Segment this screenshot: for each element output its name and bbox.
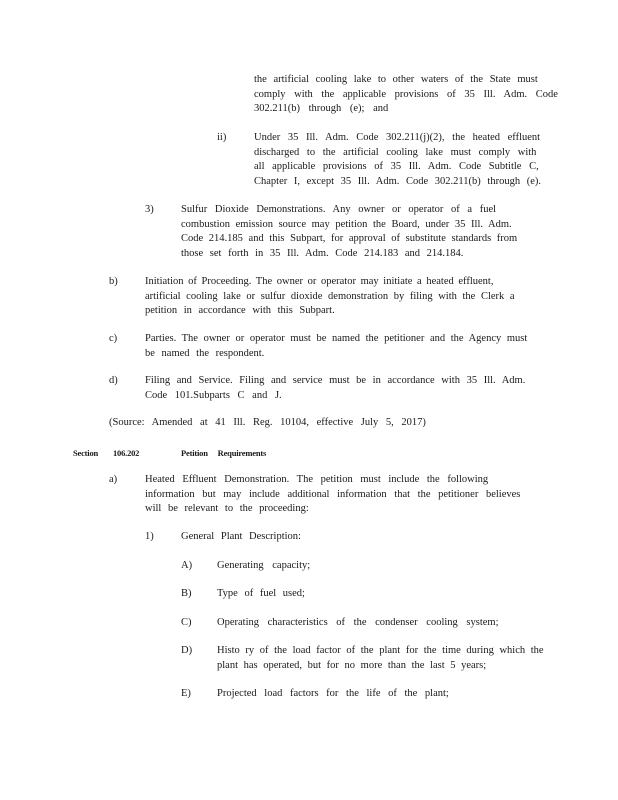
source-note: (Source: Amended at 41 Ill. Reg. 10104, effective July 5, 2017) — [109, 417, 426, 428]
section-label: Section — [73, 448, 99, 458]
text-line: comply with the applicable provisions of 35 Ill. Adm. Code — [254, 88, 558, 100]
text-line: will be relevant to the proceeding: — [145, 503, 309, 514]
sub-item-B-text: Type of fuel used; — [217, 588, 305, 599]
text-line: Initiation of Proceeding. The owner or operator may initiate a heated effluent, — [145, 276, 494, 287]
sub-item-D-label: D) — [181, 645, 193, 656]
sub-item-A-label: A) — [181, 560, 193, 571]
text-line: be named the respondent. — [145, 347, 265, 359]
item-3-paragraph — [181, 203, 537, 261]
item-b-label: b) — [109, 276, 118, 287]
sub-item-C-text: Operating characteristics of the condenser cooling system; — [217, 617, 499, 628]
text-line: the artificial cooling lake to other waters of the State must — [254, 74, 538, 85]
sub-item-E-text: Projected load factors for the life of the plant; — [217, 688, 449, 699]
text-line: petition in accordance with this Subpart. — [145, 305, 335, 316]
item-1-label: 1) — [145, 531, 154, 542]
text-line: artificial cooling lake or sulfur dioxide demonstration by filing with the Clerk a — [145, 290, 515, 302]
item-b-paragraph — [145, 275, 535, 319]
text-line: information but may include additional information that the petitioner believes — [145, 488, 521, 500]
item-ii-paragraph — [254, 131, 544, 189]
section-title: Petition Requirements — [181, 448, 267, 458]
text-line: Heated Effluent Demonstration. The petition must include the following — [145, 474, 489, 485]
sub-item-A-text: Generating capacity; — [217, 560, 311, 571]
text-line: combustion emission source may petition the Board, under 35 Ill. Adm. — [181, 218, 512, 230]
text-line: plant has operated, but for no more than the last 5 years; — [217, 659, 487, 671]
text-line: Sulfur Dioxide Demonstrations. Any owner or operator of a fuel — [181, 204, 497, 215]
item-d-paragraph — [145, 374, 535, 403]
text-line: all applicable provisions of 35 Ill. Adm. Code Subtitle C, — [254, 161, 539, 172]
item-1-text: General Plant Description: — [181, 531, 301, 542]
item-c-paragraph — [145, 332, 540, 361]
section-number: 106.202 — [113, 448, 140, 458]
text-line: Under 35 Ill. Adm. Code 302.211(j)(2), the heated effluent — [254, 132, 541, 143]
sub-item-B-label: B) — [181, 588, 192, 599]
item-3-label: 3) — [145, 204, 154, 215]
text-line: 302.211(b) through (e); and — [254, 103, 389, 114]
continuation-paragraph — [254, 73, 558, 117]
item-c-label: c) — [109, 333, 118, 344]
text-line: Chapter I, except 35 Ill. Adm. Code 302.211(b) through (e). — [254, 175, 541, 187]
text-line: Code 214.185 and this Subpart, for approval of substitute standards from — [181, 233, 518, 244]
text-line: Filing and Service. Filing and service must be in accordance with 35 Ill. Adm. — [145, 375, 526, 386]
sub-item-E-label: E) — [181, 688, 191, 699]
text-line: Histo ry of the load factor of the plant for the time during which the — [217, 645, 544, 656]
sub-item-D-paragraph — [217, 644, 544, 673]
text-line: Code 101.Subparts C and J. — [145, 389, 282, 401]
item-ii-label: ii) — [217, 132, 227, 143]
item-a-paragraph — [145, 473, 525, 517]
text-line: discharged to the artificial cooling lake must comply with — [254, 146, 537, 158]
sub-item-C-label: C) — [181, 617, 192, 628]
text-line: Parties. The owner or operator must be named the petitioner and the Agency must — [145, 333, 528, 344]
item-a-label: a) — [109, 474, 118, 485]
text-line: those set forth in 35 Ill. Adm. Code 214.183 and 214.184. — [181, 247, 464, 259]
item-d-label: d) — [109, 375, 118, 386]
